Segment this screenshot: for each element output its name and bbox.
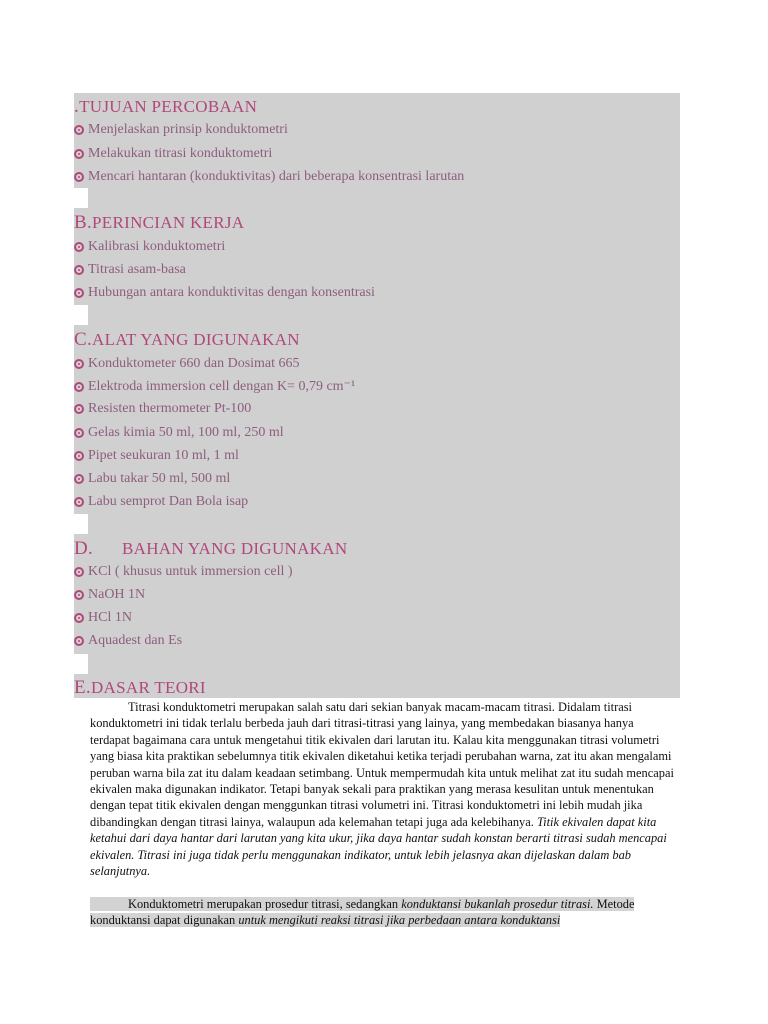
section-title-tujuan: .TUJUAN PERCOBAAN	[74, 96, 258, 117]
list-item: Hubungan antara konduktivitas dengan konsentrasi	[74, 285, 375, 301]
section-title-dasar-teori: E.DASAR TEORI	[74, 677, 206, 698]
list-item: Pipet seukuran 10 ml, 1 ml	[74, 448, 239, 464]
list-item: Mencari hantaran (konduktivitas) dari beberapa konsentrasi larutan	[74, 169, 464, 185]
panel-notch	[74, 188, 88, 208]
list-item: NaOH 1N	[74, 587, 145, 603]
list-item: Elektroda immersion cell dengan K= 0,79 cm⁻¹	[74, 378, 355, 395]
bullseye-bullet-icon	[74, 590, 84, 600]
list-item: Titrasi asam-basa	[74, 262, 186, 278]
section-title-bahan: D. BAHAN YANG DIGUNAKAN	[74, 538, 348, 559]
list-item: Konduktometer 660 dan Dosimat 665	[74, 356, 300, 372]
bullseye-bullet-icon	[74, 288, 84, 298]
bullseye-bullet-icon	[74, 359, 84, 369]
paragraph-1: Titrasi konduktometri merupakan salah satu dari sekian banyak macam-macam titrasi. Didalam titrasi konduktometri ini tidak terlalu berbeda jauh dari titrasi-titrasi yang lainya, yang membedakan biasanya hanya terdapat bagaimana cara untuk mengetahui titik ekivalen dari larutan itu. Kalau kita menggunakan titrasi volumetri yang biasa kita praktikan sebelumnya titik ekivalen diketahui ketika terjadi perubahan warna, zat itu akan mengalami peruban warna bila zat itu dalam keadaan setimbang. Untuk mempermudah kita untuk melihat zat itu sudah mencapai ekivalen maka digunakan indikator. Tetapi banyak sekali para praktikan yang merasa kesulitan untuk menentukan dengan tepat titik ekivalen dengan menggunkan titrasi volumetri ini. Titrasi konduktometri ini lebih mudah jika dibandingkan dengan titrasi lainya, walaupun ada kelemahan tetapi juga ada kelebihanya. Titik ekivalen dapat kita ketahui dari daya hantar dari larutan yang kita ukur, jika daya hantar sudah konstan berarti titrasi sudah mencapai ekivalen. Titrasi ini juga tidak perlu menggunakan indikator, untuk lebih jelasnya akan dijelaskan dalam bab selanjutnya.	[90, 700, 674, 879]
bullseye-bullet-icon	[74, 265, 84, 275]
list-item: Labu takar 50 ml, 500 ml	[74, 471, 230, 487]
bullseye-bullet-icon	[74, 125, 84, 135]
bullseye-bullet-icon	[74, 428, 84, 438]
bullseye-bullet-icon	[74, 497, 84, 507]
bullseye-bullet-icon	[74, 382, 84, 392]
panel-notch	[74, 514, 88, 534]
list-item: Menjelaskan prinsip konduktometri	[74, 122, 288, 138]
bullseye-bullet-icon	[74, 613, 84, 623]
bullseye-bullet-icon	[74, 172, 84, 182]
section-title-perincian: B.PERINCIAN KERJA	[74, 212, 245, 233]
bullseye-bullet-icon	[74, 567, 84, 577]
bullseye-bullet-icon	[74, 451, 84, 461]
list-item: Resisten thermometer Pt-100	[74, 401, 251, 417]
panel-notch	[74, 654, 88, 674]
paragraph-2: Konduktometri merupakan prosedur titrasi, sedangkan konduktansi bukanlah prosedur titrasi. Metode konduktansi dapat digunakan untuk mengikuti reaksi titrasi jika perbedaan antara konduktansi	[90, 897, 635, 928]
list-item: Labu semprot Dan Bola isap	[74, 494, 248, 510]
section-title-alat: C.ALAT YANG DIGUNAKAN	[74, 329, 300, 350]
bullseye-bullet-icon	[74, 149, 84, 159]
list-item: KCl ( khusus untuk immersion cell )	[74, 564, 293, 580]
bullseye-bullet-icon	[74, 636, 84, 646]
list-item: HCl 1N	[74, 610, 132, 626]
bullseye-bullet-icon	[74, 242, 84, 252]
list-item: Kalibrasi konduktometri	[74, 239, 225, 255]
list-item: Aquadest dan Es	[74, 633, 182, 649]
panel-notch	[74, 305, 88, 325]
list-item: Gelas kimia 50 ml, 100 ml, 250 ml	[74, 425, 284, 441]
bullseye-bullet-icon	[74, 404, 84, 414]
bullseye-bullet-icon	[74, 474, 84, 484]
list-item: Melakukan titrasi konduktometri	[74, 146, 272, 162]
